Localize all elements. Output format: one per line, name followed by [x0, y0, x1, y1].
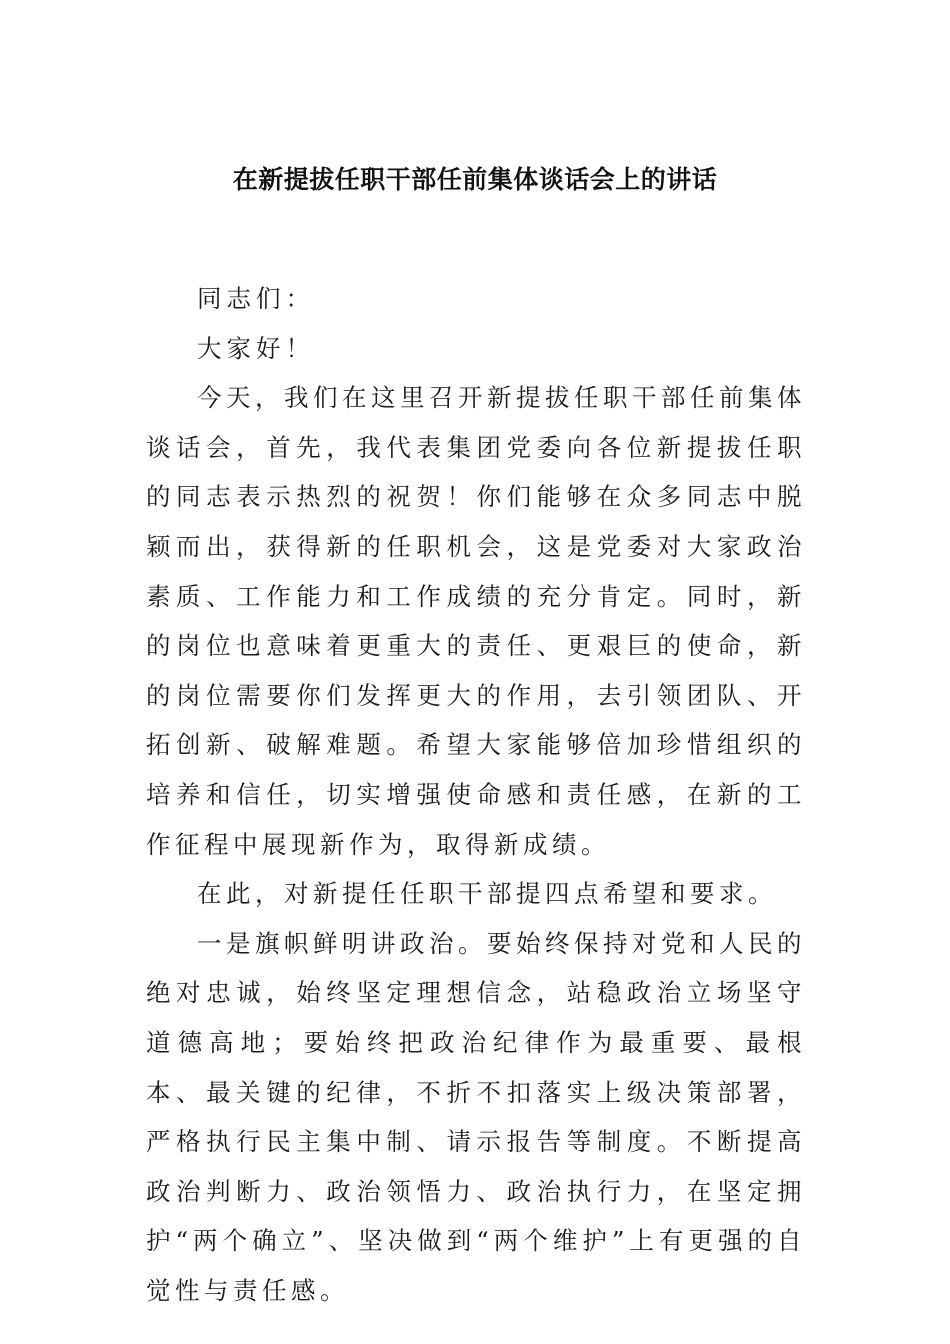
body-paragraph: 一是旗帜鲜明讲政治。要始终保持对党和人民的绝对忠诚，始终坚定理想信念，站稳政治立场坚守道德高地；要始终把政治纪律作为最重要、最根本、最关键的纪律，不折不扣落实上级决策部署，严格执行民主集中制、请示报告等制度。不断提高政治判断力、政治领悟力、政治执行力，在坚定拥护“两个确立”、坚决做到“两个维护”上有更强的自觉性与责任感。	[146, 928, 806, 1305]
document-body	[146, 274, 806, 1315]
greeting: 大家好！	[197, 333, 315, 363]
body-paragraph: 今天，我们在这里召开新提拔任职干部任前集体谈话会，首先，我代表集团党委向各位新提拔任职的同志表示热烈的祝贺！你们能够在众多同志中脱颖而出，获得新的任职机会，这是党委对大家政治素质、工作能力和工作成绩的充分肯定。同时，新的岗位也意味着更重大的责任、更艰巨的使命，新的岗位需要你们发挥更大的作用，去引领团队、开拓创新、破解难题。希望大家能够倍加珍惜组织的培养和信任，切实增强使命感和责任感，在新的工作征程中展现新作为，取得新成绩。	[146, 383, 806, 859]
document-title: 在新提拔任职干部任前集体谈话会上的讲话	[232, 165, 718, 194]
salutation: 同志们：	[197, 284, 315, 313]
body-paragraph: 在此，对新提任任职干部提四点希望和要求。	[197, 879, 777, 909]
